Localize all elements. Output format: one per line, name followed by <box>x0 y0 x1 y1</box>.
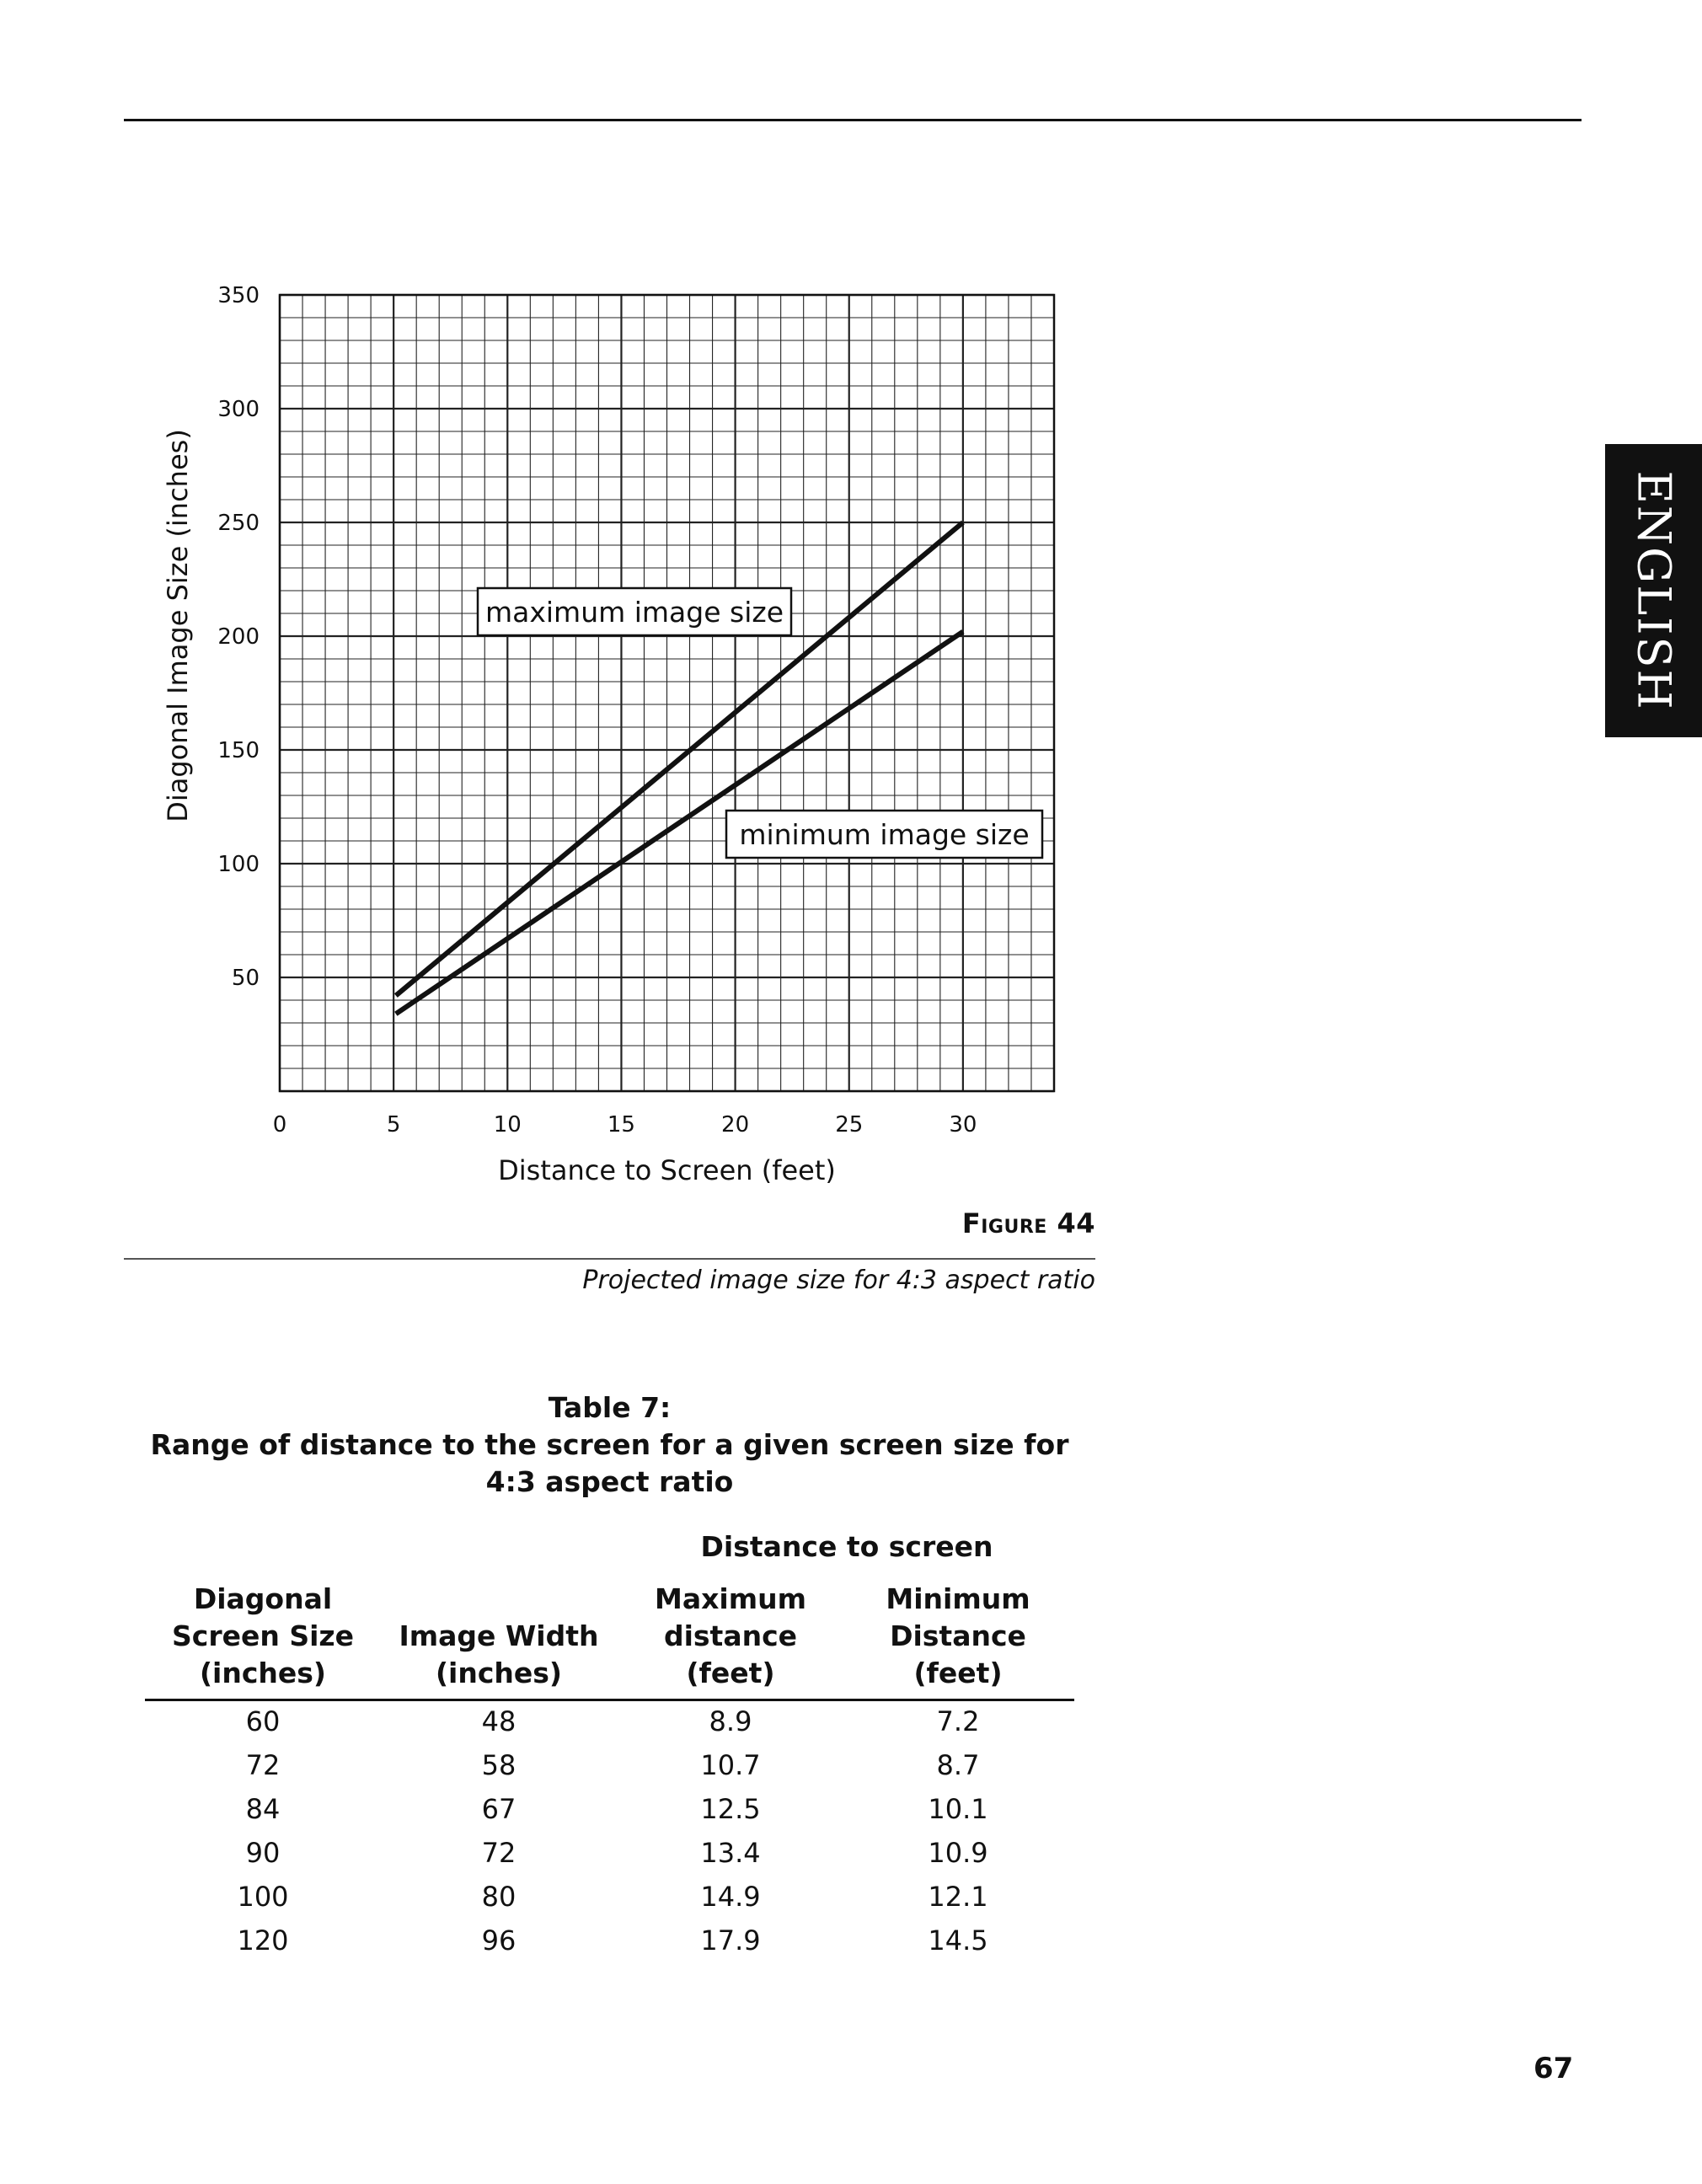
cell-min: 8.7 <box>936 1749 980 1781</box>
cell-max: 14.9 <box>700 1881 761 1913</box>
y-axis-title: Diagonal Image Size (inches) <box>162 429 194 822</box>
cell-diagonal: 120 <box>237 1924 289 1956</box>
col-header-max-distance <box>613 1581 848 1692</box>
col-header-diagonal <box>145 1581 381 1692</box>
col-header-width-line1: Image Width <box>399 1619 599 1652</box>
x-tick-label: 15 <box>607 1112 635 1138</box>
col-header-width-line2: (inches) <box>435 1657 563 1689</box>
x-tick-label: 0 <box>272 1112 287 1138</box>
y-tick-label: 50 <box>231 966 260 991</box>
col-header-diagonal-line3: (inches) <box>199 1657 327 1689</box>
cell-width: 80 <box>481 1881 516 1913</box>
x-tick-label: 25 <box>835 1112 864 1138</box>
cell-width: 96 <box>481 1924 516 1956</box>
table-row <box>145 1872 1074 1916</box>
table-row <box>145 1785 1074 1828</box>
y-tick-label: 250 <box>217 511 260 536</box>
col-header-image-width <box>381 1618 617 1692</box>
table-title <box>124 1389 1095 1501</box>
cell-diagonal: 100 <box>237 1881 289 1913</box>
table-row <box>145 1741 1074 1785</box>
cell-min: 10.1 <box>928 1793 988 1825</box>
cell-diagonal: 60 <box>245 1705 281 1737</box>
cell-width: 58 <box>481 1749 516 1781</box>
col-header-min-line2: Distance <box>890 1619 1026 1652</box>
y-tick-label: 150 <box>217 738 260 763</box>
page-number: 67 <box>1533 2052 1574 2085</box>
cell-min: 12.1 <box>928 1881 988 1913</box>
x-tick-label: 5 <box>386 1112 401 1138</box>
cell-max: 12.5 <box>700 1793 761 1825</box>
series-label-minimum <box>726 811 1042 858</box>
y-tick-label: 100 <box>217 852 260 877</box>
series-label-maximum <box>478 588 791 635</box>
y-tick-label: 200 <box>217 624 260 650</box>
series-label-text: minimum image size <box>739 818 1030 851</box>
image-size-chart <box>0 0 1095 1205</box>
cell-min: 14.5 <box>928 1924 988 1956</box>
col-header-diagonal-line2: Screen Size <box>171 1619 354 1652</box>
x-tick-label: 30 <box>949 1112 977 1138</box>
y-tick-label: 300 <box>217 397 260 422</box>
table-body <box>145 1697 1074 1960</box>
cell-max: 10.7 <box>700 1749 761 1781</box>
col-header-max-line3: (feet) <box>686 1657 775 1689</box>
cell-min: 10.9 <box>928 1837 988 1869</box>
figure-number: Figure 44 <box>961 1207 1095 1239</box>
cell-diagonal: 72 <box>245 1749 281 1781</box>
cell-max: 13.4 <box>700 1837 761 1869</box>
series-label-text: maximum image size <box>484 596 784 629</box>
x-tick-label: 20 <box>721 1112 750 1138</box>
table-row <box>145 1697 1074 1741</box>
table-title-text: Range of distance to the screen for a given screen size for 4:3 aspect ratio <box>150 1428 1069 1498</box>
language-tab <box>1605 444 1702 737</box>
col-header-max-line2: distance <box>663 1619 798 1652</box>
x-tick-label: 10 <box>493 1112 522 1138</box>
x-axis-title: Distance to Screen (feet) <box>498 1154 836 1186</box>
figure-rule <box>124 1258 1095 1260</box>
cell-diagonal: 90 <box>245 1837 281 1869</box>
col-header-diagonal-line1: Diagonal <box>193 1582 333 1615</box>
col-header-min-line3: (feet) <box>913 1657 1003 1689</box>
cell-diagonal: 84 <box>245 1793 281 1825</box>
cell-min: 7.2 <box>936 1705 980 1737</box>
col-header-min-distance <box>840 1581 1076 1692</box>
y-tick-label: 350 <box>217 283 260 308</box>
figure-caption: Projected image size for 4:3 aspect ratio <box>582 1266 1095 1295</box>
cell-max: 17.9 <box>700 1924 761 1956</box>
table-row <box>145 1916 1074 1960</box>
table-row <box>145 1828 1074 1872</box>
cell-width: 48 <box>481 1705 516 1737</box>
col-header-max-line1: Maximum <box>655 1582 806 1615</box>
cell-width: 72 <box>481 1837 516 1869</box>
language-tab-label: ENGLISH <box>1627 470 1680 711</box>
col-header-min-line1: Minimum <box>886 1582 1030 1615</box>
distance-group-header: Distance to screen <box>700 1530 993 1563</box>
table-title-number: Table 7: <box>548 1391 672 1424</box>
cell-max: 8.9 <box>709 1705 752 1737</box>
cell-width: 67 <box>481 1793 516 1825</box>
